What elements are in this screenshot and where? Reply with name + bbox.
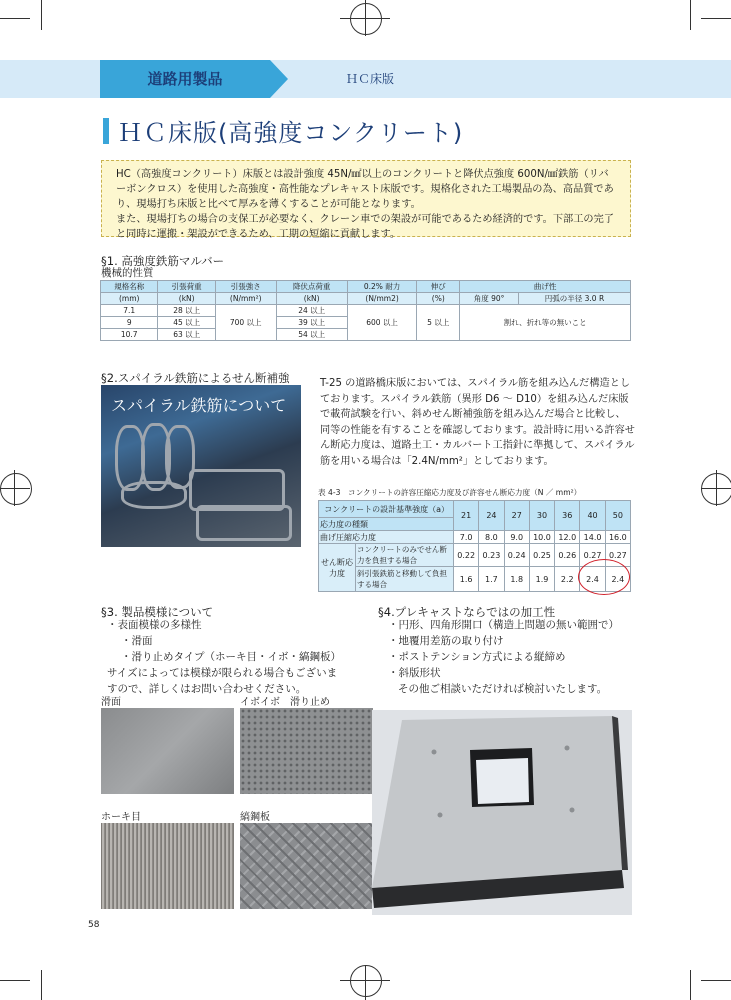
slab-with-opening-photo (372, 710, 632, 915)
section-3-list (107, 617, 367, 697)
crop-mark (41, 0, 42, 30)
table-header: 36 (555, 501, 580, 531)
section-4-title: §4.プレキャストならではの加工性 (378, 605, 556, 619)
table-cell: 0.25 (529, 544, 554, 567)
table-cell: 45 以上 (158, 317, 215, 329)
table-cell: 63 以上 (158, 329, 215, 341)
table-cell: 1.9 (529, 567, 554, 592)
page-title: ＨＣ床版(高強度コンクリート) (118, 119, 464, 147)
photo-caption: スパイラル鉄筋について (111, 396, 287, 415)
register-mark (350, 3, 382, 35)
table-cell: 700 以上 (215, 305, 276, 341)
crop-mark (41, 970, 42, 1000)
row-label: 曲げ圧縮応力度 (319, 531, 454, 544)
table-header: 曲げ性 (460, 281, 631, 293)
table-header: 降伏点荷重 (276, 281, 347, 293)
table-cell: 16.0 (605, 531, 630, 544)
table-cell: 1.6 (454, 567, 479, 592)
table-unit: (kN) (158, 293, 215, 305)
crop-mark (701, 980, 731, 981)
table-header: 50 (605, 501, 630, 531)
list-item: サイズによっては模様が限られる場合もございま (107, 667, 338, 679)
list-item: ・地覆用差筋の取り付け (388, 635, 504, 647)
table-row (319, 531, 631, 544)
pattern-label-diamond: 縞鋼板 (240, 812, 270, 823)
table-row (101, 305, 631, 317)
table-unit: (mm) (101, 293, 158, 305)
table-cell: 54 以上 (276, 329, 347, 341)
pattern-label-broom: ホーキ目 (101, 812, 141, 823)
section-3-title: §3. 製品模様について (101, 605, 214, 619)
table-cell: 7.0 (454, 531, 479, 544)
table-header: 40 (580, 501, 605, 531)
table-cell: 39 以上 (276, 317, 347, 329)
table-cell: 0.23 (479, 544, 504, 567)
table-header: 伸び (417, 281, 460, 293)
table-cell: 1.8 (504, 567, 529, 592)
list-item: すので、詳しくはお問い合わせください。 (107, 683, 307, 695)
section-4-list (388, 617, 633, 697)
crop-mark (0, 18, 30, 19)
table-cell: 600 以上 (347, 305, 416, 341)
list-item: ・ポストテンション方式による縦締め (388, 651, 566, 663)
slab-illustration (372, 710, 632, 915)
list-item: その他ご相談いただければ検討いたします。 (398, 683, 608, 695)
pattern-label-dots: イボイボ 滑り止め (240, 697, 330, 708)
table-cell: 9.0 (504, 531, 529, 544)
list-item: ・円形、四角形開口（構造上問題の無い範囲で） (388, 619, 619, 631)
table-corner-top: コンクリートの設計基準強度（a） (319, 501, 454, 518)
broom-surface-photo (101, 823, 234, 909)
page-number: 58 (88, 920, 100, 930)
table-cell: 12.0 (555, 531, 580, 544)
table-header: 27 (504, 501, 529, 531)
table-cell: 0.22 (454, 544, 479, 567)
table-cell: 2.2 (555, 567, 580, 592)
dotted-surface-photo (240, 708, 373, 794)
list-item: ・滑り止めタイプ（ホーキ目・イボ・縞鋼板） (121, 651, 341, 663)
table-cell: 割れ、折れ等の無いこと (460, 305, 631, 341)
table-caption: 表 4-3 コンクリートの許容圧縮応力度及び許容せん断応力度（N ／ mm²） (318, 488, 582, 497)
section-2-title: §2.スパイラル鉄筋によるせん断補強 (101, 371, 290, 385)
table-unit: (kN) (276, 293, 347, 305)
register-mark (0, 473, 32, 505)
table-cell: 2.4 (580, 567, 605, 592)
checker-plate-surface-photo (240, 823, 373, 909)
intro-paragraph: また、現場打ちの場合の支保工が必要なく、クレーン車での架設が可能であるため経済的です。下部工の完了と同時に運搬・架設ができるため、工期の短縮に貢献します。 (116, 214, 614, 240)
crop-mark (701, 18, 731, 19)
table-cell: 0.27 (605, 544, 630, 567)
table-header: 24 (479, 501, 504, 531)
header-category: 道路用製品 (147, 70, 223, 88)
row-label: コンクリートのみでせん断力を負担する場合 (356, 544, 454, 567)
table-cell: 8.0 (479, 531, 504, 544)
table-cell: 10.0 (529, 531, 554, 544)
title-accent-bar (103, 118, 109, 144)
table-header: 規格名称 (101, 281, 158, 293)
table-cell: 7.1 (101, 305, 158, 317)
table-cell: 0.26 (555, 544, 580, 567)
table-header: 21 (454, 501, 479, 531)
list-item: ・滑面 (121, 635, 153, 647)
table-header: 引張強さ (215, 281, 276, 293)
spiral-description: T-25 の道路橋床版においては、スパイラル筋を組み込んだ構造としております。スパイラル鉄筋（異形 D6 ～ D10）を組み込んだ床版で載荷試験を行い、斜めせん断補強筋を組み込んだ場合と比較し、同等の性能を有することを確認しております。設計時に用いる許容せん断応力度は、道路土工・カルバート工指針に準拠して、スパイラル筋を用いる場合は「2.4N/mm²」としております。 (320, 378, 635, 467)
table-cell: 10.7 (101, 329, 158, 341)
table-cell: 0.24 (504, 544, 529, 567)
pattern-label-smooth: 滑面 (101, 697, 121, 708)
table-cell: 9 (101, 317, 158, 329)
register-mark (701, 473, 731, 505)
spiral-coil (121, 481, 187, 509)
table-unit: 円弧の半径 3.0 R (518, 293, 630, 305)
table-cell: 5 以上 (417, 305, 460, 341)
table-header: 30 (529, 501, 554, 531)
row-group-label: せん断応力度 (319, 544, 356, 592)
list-item: ・斜版形状 (388, 667, 441, 679)
table-unit: (N/mm²) (215, 293, 276, 305)
rebar-properties-table (100, 280, 631, 341)
smooth-surface-photo (101, 708, 234, 794)
section-1-title: §1. 高強度鉄筋マルバー (101, 254, 225, 268)
rebar-cage (196, 505, 292, 541)
crop-mark (0, 980, 30, 981)
table-corner-bottom: 応力度の種類 (319, 518, 454, 531)
table-row (319, 544, 631, 567)
table-unit: (%) (417, 293, 460, 305)
table-unit: (N/mm2) (347, 293, 416, 305)
table-unit: 角度 90° (460, 293, 519, 305)
intro-paragraph: HC（高強度コンクリート）床版とは設計強度 45N/㎟以上のコンクリートと降伏点強度 600N/㎟鉄筋（リバーボンクロス）を使用した高強度・高性能なプレキャスト床版です。規格化された工場製品の為、高品質であり、現場打ち床版と比べて厚みを薄くすることが可能となります。 (116, 169, 614, 210)
table-header: 引張荷重 (158, 281, 215, 293)
crop-mark (690, 0, 691, 30)
table-cell: 0.27 (580, 544, 605, 567)
table-cell: 24 以上 (276, 305, 347, 317)
crop-mark (690, 970, 691, 1000)
register-mark (350, 965, 382, 997)
row-label: 斜引張鉄筋と移動して負担する場合 (356, 567, 454, 592)
header-arrow (270, 60, 288, 98)
highlight-circle (578, 559, 630, 595)
section-1-subtitle: 機械的性質 (101, 267, 154, 279)
header-subcategory: ＨＣ床版 (345, 72, 394, 86)
spiral-rebar-photo (101, 385, 301, 547)
table-cell: 1.7 (479, 567, 504, 592)
table-cell: 2.4 (605, 567, 630, 592)
table-cell: 28 以上 (158, 305, 215, 317)
table-header: 0.2% 耐力 (347, 281, 416, 293)
list-item: ・表面模様の多様性 (107, 619, 202, 631)
intro-box (101, 160, 631, 240)
table-cell: 14.0 (580, 531, 605, 544)
